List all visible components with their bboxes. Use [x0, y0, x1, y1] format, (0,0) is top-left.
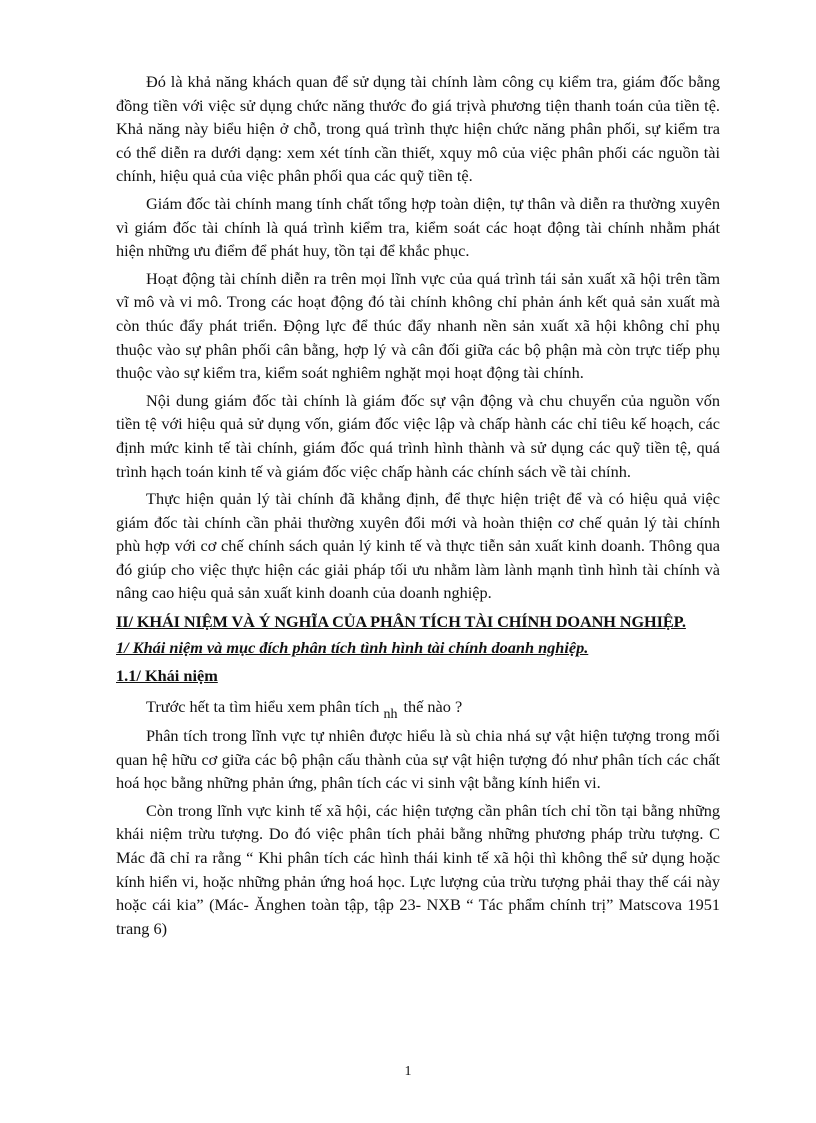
question-line [116, 692, 720, 724]
question-subscript: nh [383, 707, 398, 723]
paragraph: Nội dung giám đốc tài chính là giám đốc sự vận động và chu chuyển của nguồn vốn tiền tệ với hiệu quả sử dụng vốn, giám đốc việc lập và chấp hành các chỉ tiêu kế hoạch, các định mức kinh tế tài chính, giám đốc quá trình hình thành và sử dụng các quỹ tiền tệ, quá trình hạch toán kinh tế và giám đốc việc chấp hành các chính sách về tài chính. [116, 390, 720, 481]
page-number: 1 [404, 1064, 412, 1079]
paragraph: Còn trong lĩnh vực kinh tế xã hội, các hiện tượng cần phân tích chỉ tồn tại bằng những khái niệm trừu tượng. Do đó việc phân tích phải bằng những phương pháp trừu tượng. C Mác đã chỉ ra rằng “ Khi phân tích các hình thái kinh tế xã hội thì không thể sử dụng hoặc kính hiển vi, hoặc những phản ứng hoá học. Lực lượng của trừu tượng phải thay thế cái này hoặc cái kia” (Mác- Ănghen toàn tập, tập 23- NXB “ Tác phẩm chính trị” Matscova 1951 trang 6) [116, 800, 720, 938]
paragraph: Đó là khả năng khách quan để sử dụng tài chính làm công cụ kiểm tra, giám đốc bằng đồng tiền với việc sử dụng chức năng thước đo giá trịvà phương tiện thanh toán của tiền tệ. Khả năng này biểu hiện ở chỗ, trong quá trình thực hiện chức năng phân phối, sự kiểm tra có thể diễn ra dưới dạng: xem xét tính cần thiết, xquy mô của việc phân phối các nguồn tài chính, hiệu quả của việc phân phối qua các quỹ tiền tệ. [116, 72, 720, 186]
subsection-heading-1: 1/ Khái niệm và mục đích phân tích tình hình tài chính doanh nghiệp. [116, 638, 589, 658]
question-text-end: thế nào ? [403, 697, 463, 717]
paragraph: Hoạt động tài chính diễn ra trên mọi lĩnh vực của quá trình tái sản xuất xã hội trên tầm vĩ mô và vi mô. Trong các hoạt động đó tài chính không chỉ phản ánh kết quả sản xuất mà còn thúc đẩy phát triển. Động lực để thúc đẩy nhanh nền sản xuất xã hội không chỉ phụ thuộc vào sự phân phối cân bằng, hợp lý và cân đối giữa các bộ phận mà còn trực tiếp phụ thuộc vào sự kiểm tra, kiểm soát nghiêm nghặt mọi hoạt động tài chính. [116, 268, 720, 383]
paragraph: Giám đốc tài chính mang tính chất tổng hợp toàn diện, tự thân và diễn ra thường xuyên vì giám đốc tài chính là quá trình kiểm tra, kiểm soát các hoạt động tài chính nhằm phát hiện những ưu điểm để phát huy, tồn tại để khắc phục. [116, 193, 720, 261]
subsection-heading-1-1: 1.1/ Khái niệm [116, 666, 218, 686]
paragraph: Phân tích trong lĩnh vực tự nhiên được hiểu là sù chia nhá sự vật hiện tượng trong mối quan hệ hữu cơ giữa các bộ phận cấu thành của sự vật hiện tượng đó như phân tích các chất hoá học bằng những phản ứng, phân tích các vi sinh vật bằng kính hiển vi. [116, 726, 720, 793]
paragraph: Thực hiện quản lý tài chính đã khẳng định, để thực hiện triệt để và có hiệu quả việc giám đốc tài chính cần phải thường xuyên đổi mới và hoàn thiện cơ chế quản lý tài chính phù hợp với cơ chế chính sách quản lý kinh tế và thực tiễn sản xuất kinh doanh. Thông qua đó giúp cho việc thực hiện các giải pháp tối ưu nhằm làm lành mạnh tình hình tài chính và nâng cao hiệu quả sản xuất kinh doanh của doanh nghiệp. [116, 489, 720, 603]
question-text: Trước hết ta tìm hiểu xem phân tích [146, 697, 380, 717]
section-heading-ii: II/ KHÁI NIỆM VÀ Ý NGHĨA CỦA PHÂN TÍCH TÀI CHÍNH DOANH NGHIỆP. [116, 612, 686, 632]
document-body [116, 70, 720, 944]
